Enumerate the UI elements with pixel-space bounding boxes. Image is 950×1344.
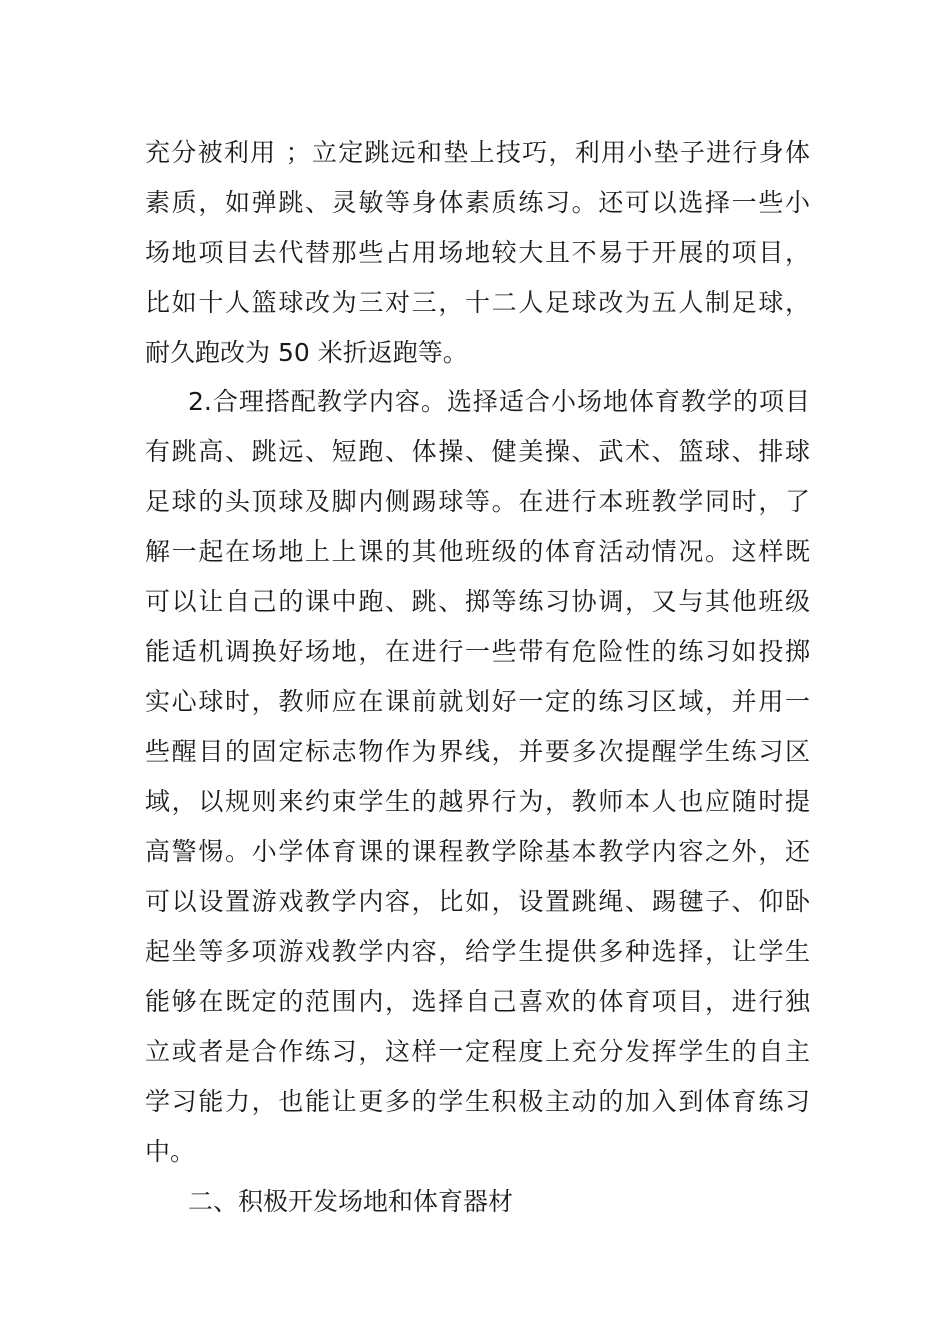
paragraph-1-line-4: 比如十人篮球改为三对三，十二人足球改为五人制足球， [145, 288, 810, 317]
paragraph-2-line-3: 足球的头顶球及脚内侧踢球等。在进行本班教学同时，了 [145, 487, 810, 516]
paragraph-2-line-10: 高警惕。小学体育课的课程教学除基本教学内容之外，还 [145, 837, 810, 866]
paragraph-1-line-1: 充分被利用 ；立定跳远和垫上技巧，利用小垫子进行身体 [145, 138, 810, 167]
paragraph-2-line-16: 中。 [145, 1137, 196, 1166]
paragraph-2-line-15: 学习能力，也能让更多的学生积极主动的加入到体育练习 [145, 1087, 810, 1116]
paragraph-2-line-8: 些醒目的固定标志物作为界线，并要多次提醒学生练习区 [145, 737, 810, 766]
paragraph-2-line-1: 2.合理搭配教学内容。选择适合小场地体育教学的项目 [188, 387, 810, 416]
paragraph-2-line-13: 能够在既定的范围内，选择自己喜欢的体育项目，进行独 [145, 987, 810, 1016]
paragraph-2-line-7: 实心球时，教师应在课前就划好一定的练习区域，并用一 [145, 687, 810, 716]
paragraph-2-line-11: 可以设置游戏教学内容，比如，设置跳绳、踢毽子、仰卧 [145, 887, 810, 916]
paragraph-2-line-5: 可以让自己的课中跑、跳、掷等练习协调，又与其他班级 [145, 587, 810, 616]
section-heading: 二、积极开发场地和体育器材 [188, 1187, 514, 1216]
paragraph-1-line-3: 场地项目去代替那些占用场地较大且不易于开展的项目， [145, 238, 810, 267]
paragraph-2-line-9: 域，以规则来约束学生的越界行为，教师本人也应随时提 [145, 787, 810, 816]
paragraph-2-line-2: 有跳高、跳远、短跑、体操、健美操、武术、篮球、排球 [145, 437, 810, 466]
paragraph-2-line-6: 能适机调换好场地，在进行一些带有危险性的练习如投掷 [145, 637, 810, 666]
paragraph-2-line-14: 立或者是合作练习，这样一定程度上充分发挥学生的自主 [145, 1037, 810, 1066]
paragraph-1-line-5: 耐久跑改为 50 米折返跑等。 [145, 338, 468, 367]
paragraph-2-line-4: 解一起在场地上上课的其他班级的体育活动情况。这样既 [145, 537, 810, 566]
paragraph-1-line-2: 素质，如弹跳、灵敏等身体素质练习。还可以选择一些小 [145, 188, 810, 217]
paragraph-2-line-12: 起坐等多项游戏教学内容，给学生提供多种选择，让学生 [145, 937, 810, 966]
